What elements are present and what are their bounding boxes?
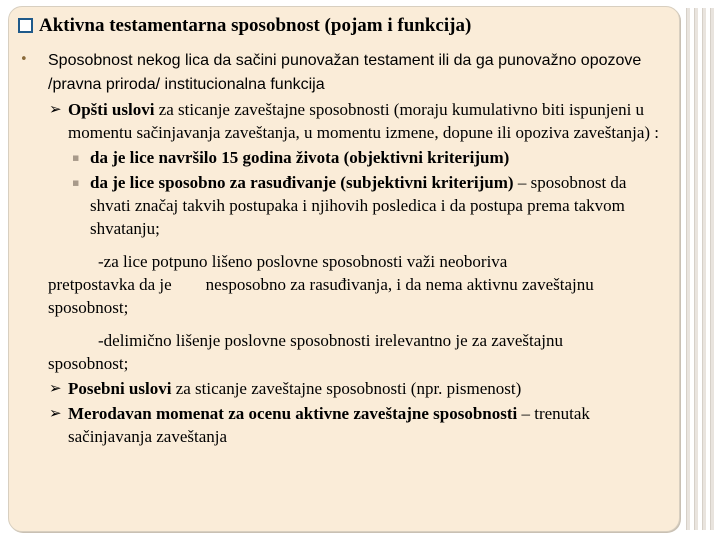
general-text: za sticanje zaveštajne sposobnosti (moraju kumulativno biti ispunjeni u momentu sačinjavanja zaveštanja, u momentu izmene, dopune ili opoziva zaveštanja) :: [68, 100, 660, 142]
dot-icon: •: [20, 52, 28, 67]
condition-age-text: da je lice navršilo 15 godina života (objektivni kriterijum): [90, 148, 510, 167]
paragraph-full-deprivation: [18, 250, 668, 319]
moment-text: – trenutak sačinjavanja zaveštanja: [68, 404, 590, 446]
bullet-relevant-moment: [18, 402, 668, 448]
bullet-general-conditions: [18, 98, 668, 144]
paragraph-partial-deprivation-first: -delimično lišenje poslovne sposobnosti irelevantno je za zaveštajnu: [98, 331, 564, 350]
arrow-right-icon: ➢: [49, 100, 62, 118]
small-square-icon: ▪: [72, 176, 80, 189]
condition-judgment-heading: da je lice sposobno za rasuđivanje (subjektivni kriterijum): [90, 173, 514, 192]
special-text: za sticanje zaveštajne sposobnosti (npr. pismenost): [171, 379, 522, 398]
page-edge: [694, 8, 698, 530]
paragraph-partial-deprivation: [18, 329, 668, 375]
paragraph-full-deprivation-rest: pretpostavka da je nesposobno za rasuđivanja, i da nema aktivnu zaveštajnu sposobnost;: [48, 275, 598, 317]
arrow-right-icon: ➢: [49, 379, 62, 397]
checkbox-square-icon: [18, 18, 33, 33]
page-edge: [686, 8, 690, 530]
bullet-definition: [18, 48, 668, 96]
condition-judgment-text: – sposobnost da shvati značaj takvih postupaka i njihovih posledica i da postupa prema takvom shvatanju;: [90, 173, 627, 238]
arrow-right-icon: ➢: [49, 404, 62, 422]
special-heading: Posebni uslovi: [68, 379, 172, 398]
paragraph-partial-deprivation-rest: sposobnost;: [48, 354, 129, 373]
page-edge: [702, 8, 706, 530]
page-edge: [710, 8, 714, 530]
moment-heading: Merodavan momenat za ocenu aktivne zaveštajne sposobnosti: [68, 404, 518, 423]
slide-title-row: [18, 14, 668, 38]
paragraph-full-deprivation-first: -za lice potpuno lišeno poslovne sposobnosti važi neoboriva: [98, 252, 508, 271]
slide-content: [18, 14, 668, 448]
bullet-condition-judgment: [18, 171, 668, 240]
definition-text: Sposobnost nekog lica da sačini punovažan testament ili da ga punovažno opozove /pravna priroda/ institucionalna funkcija: [48, 52, 642, 93]
bullet-condition-age: [18, 146, 668, 169]
general-heading: Opšti uslovi: [68, 100, 155, 119]
bullet-special-conditions: [18, 377, 668, 400]
small-square-icon: ▪: [72, 151, 80, 164]
slide-title: Aktivna testamentarna sposobnost (pojam i funkcija): [39, 15, 472, 36]
